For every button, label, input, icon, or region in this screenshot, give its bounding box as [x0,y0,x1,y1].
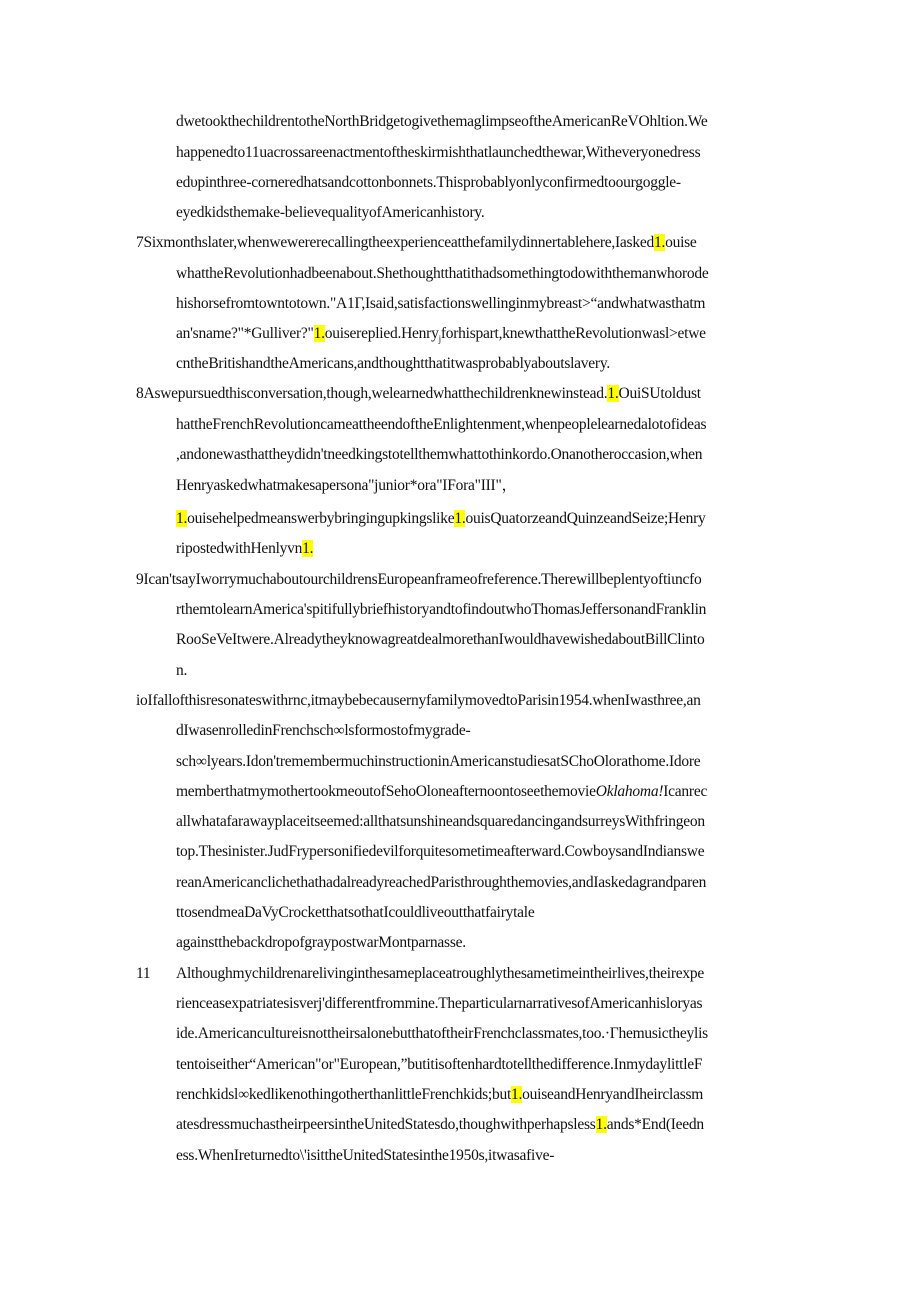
highlight-marker: 1. [176,510,188,527]
paragraph-11-number: 11 [136,965,151,982]
text-line: ttosendmeaDaVyCrocketthatsothatIcouldliveoutthatfairytale [176,904,535,921]
text-line: n. [176,662,188,679]
highlight-marker: 1. [653,234,666,251]
text-line: memberthatmymothertookmeoutofSehoOloneafternoontoseethemovieOklahoma!Icanrec [176,783,708,800]
text-line: eyedkidsthemake-believequalityofAmericanhistory. [176,204,485,221]
movie-title: Oklahoma! [595,783,664,800]
text-line: ess.WhenIreturnedto\'isittheUnitedStatesinthe1950s,itwasafive- [176,1147,555,1164]
text-line: ide.AmericancultureisnottheirsalonebutthatoftheirFrenchclassmates,too.·Γhemusictheylis [176,1025,708,1042]
text-line: rthemtolearnAmerica'spitifullybriefhistoryandtofindoutwhoThomasJeffersonandFranklin [176,601,707,618]
highlight-marker: 1. [454,510,466,527]
text-line: sch∞lyears.Idon'trememberm​uchinstructioninAmericanstudiesatSChoOlorathome.Idore [176,753,701,770]
text-line: dIwasenrolledinFrenchsch∞lsformostofmygrade- [176,722,471,739]
text-line: edυpinthree-corneredhatsandcottonbonnets.Thisprobablyonlyconfirmedtoourgoggle- [176,174,681,191]
text-line: Henryaskedwhatmakesapersona"junior*ora"IFora"III"， [176,477,517,494]
text-line: atesdressmuchastheirpeersintheUnitedStatesdo,thoughwithperhapsless1.ands*End(Ieedn [176,1116,704,1133]
text-line: an'sname?"*Gulliver?"1.ouisereplied.Henry$_j$forhispart,knewthattheRevolutionwasl>etwe [176,325,706,345]
highlight-marker: 1. [313,325,325,342]
text-line: ,andonewasthattheydidn'tneedkingstotellthemwhattothinkordo.Onanotheroccasion,when [176,446,703,463]
highlight-marker: 1. [595,1116,607,1133]
text-line: hattheFrenchRevolutioncameattheendoftheEnlightenment,whenpeoplelearnedalotofideas [176,416,707,433]
text-line: hishorsefromtowntotown."A1Γ,Isaid,satisfactionswellinginmybreast>“andwhatwasthatm [176,295,706,312]
text-line: rienceasexpatriatesisverj'differentfrommine.TheparticularnarrativesofAmericanhisloryas [176,995,703,1012]
highlight-marker: 1. [607,385,619,402]
highlight-marker: 1. [302,540,314,557]
text-line: Althoughmychildrenarelivinginthesameplaceatroughlythesametimeintheirlives,theirexpe [176,965,705,982]
text-line: RooSeVeItwere.AlreadytheyknowagreatdealmorethanIwouldhavewishedaboutBillClinto [176,631,705,648]
text-line: tentoiseither“American"or"European,”butitisoftenhardtotellthedifference.InmydaylittleF [176,1056,703,1073]
text-line: allwhatafarawayplaceitseemed:allthatsunshineandsquaredancingandsurreysWithfringeon [176,813,705,830]
text-line: dwetookthechildrentotheNorthBridgetogivethemaglimpseoftheAmericanReVOhltion.We [176,113,708,130]
text-line: againstthebackdropofgraypostwarMontparnasse. [176,934,466,951]
text-line: reanAmericanclichethathadalreadyreachedParisthroughthemovies,andIaskedagrandparen [176,874,707,891]
text-line: whattheRevolutionhadbeenabout.Shethoughtthatithadsomethingtodowiththemanwhorode [176,265,709,282]
highlight-marker: 1. [511,1086,523,1103]
paragraph-10-first-line: ioIfallofthisresonateswithrnc,itmaybebecausernyfamilymovedtoParisin1954.whenIwasthree,an [136,692,701,709]
text-line: happenedto11uacrossareenactmentoftheskirmishthatlaunchedthewar,Witheveryonedress [176,144,701,161]
paragraph-7-first-line: 7Sixmonthslater,whenwewererecallingtheexperienceatthefamilydinnertablehere,Iasked1.ouise [136,234,697,251]
text-line: renchkidsl∞kedlikenothingotherthanlittleFrenchkids;but1.ouiseandHenryandIheirclassm [176,1086,704,1103]
paragraph-8-first-line: 8Aswepursuedthisconversation,though,welearnedwhatthechildrenknewinstead.1.OuiSUtoldust [136,385,701,402]
text-line: ripostedwithHenlyvn1. [176,540,314,557]
text-line: top.Thesinister.JudFrypersonifiedevilforquitesometimeafterward.CowboysandIndianswe [176,843,705,860]
text-line: cntheBritishandtheAmericans,andthoughtthatitwasprobablyaboutslavery. [176,355,610,372]
paragraph-9-first-line: 9Ican'tsayIworrymuchaboutourchildrensEuropeanframeofreference.Therewillbeplentyoftiιncfo [136,571,702,588]
text-line: 1.ouisehelpedmeanswerbybringingupkingslike1.ouisQuatorzeandQuinzeandSeize;Henry [176,510,706,527]
